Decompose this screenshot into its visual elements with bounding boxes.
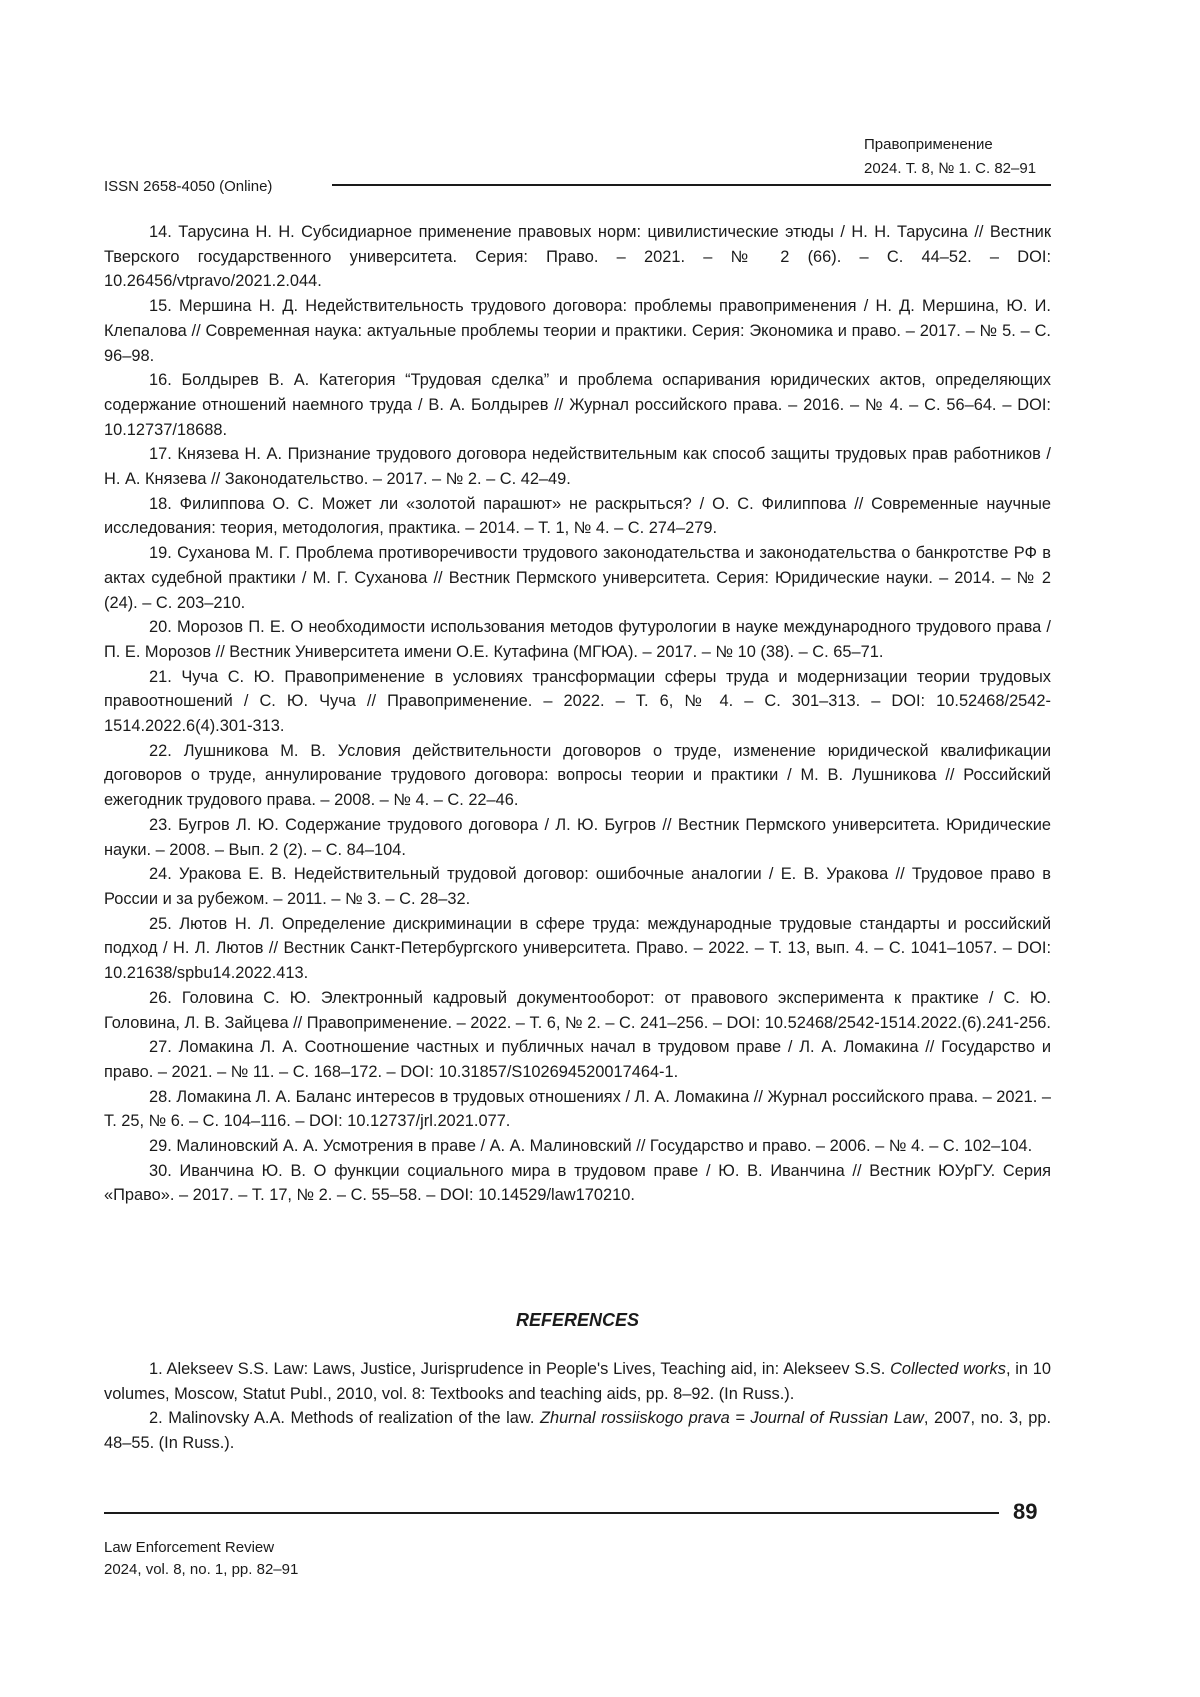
reference-item: 29. Малиновский А. А. Усмотрения в праве / А. А. Малиновский // Государство и право. – 2006. – № 4. – С. 102–104. — [149, 1137, 1033, 1156]
reference-item: 16. Болдырев В. А. Категория “Трудовая сделка” и проблема оспаривания юридических актов, определяющих содержание отношений наемного труда / В. А. Болдырев // Журнал российского права. – 2016. – № 4. – С. 56–64. – DOI: 10.12737/18688. — [104, 371, 1051, 439]
reference-source-italic: Collected works — [890, 1360, 1006, 1378]
reference-item: 17. Князева Н. А. Признание трудового договора недействительным как способ защиты трудовых прав работников / Н. А. Князева // Законодательство. – 2017. – № 2. – С. 42–49. — [104, 445, 1051, 489]
reference-item-en — [104, 1357, 1051, 1406]
reference-text: , 2007, no. 3, pp. 48–55. (In Russ.). — [104, 1409, 1052, 1453]
reference-item: 15. Мершина Н. Д. Недействительность трудового договора: проблемы правоприменения / Н. Д. Мершина, Ю. И. Клепалова // Современная наука: актуальные проблемы теории и практики. Серия: Экономика и право. – 2017. – № 5. – С. 96–98. — [104, 297, 1051, 365]
reference-item: 27. Ломакина Л. А. Соотношение частных и публичных начал в трудовом праве / Л. А. Ломакина // Государство и право. – 2021. – № 11. – С. 168–172. – DOI: 10.31857/S102694520017464-1. — [104, 1038, 1051, 1081]
reference-item: 24. Уракова Е. В. Недействительный трудовой договор: ошибочные аналогии / Е. В. Уракова // Трудовое право в России и за рубежом. – 2011. – № 3. – С. 28–32. — [104, 865, 1051, 908]
reference-item: 21. Чуча С. Ю. Правоприменение в условиях трансформации сферы труда и модернизации теории трудовых правоотношений / С. Ю. Чуча // Правоприменение. – 2022. – Т. 6, № 4. – С. 301–313. – DOI: 10.52468/2542-1514.2022.6(4).301-313. — [104, 667, 1051, 736]
page-number: 89 — [1013, 1499, 1038, 1524]
footer-divider — [104, 1512, 999, 1514]
running-footer — [104, 1537, 298, 1581]
reference-item: 18. Филиппова О. С. Может ли «золотой парашют» не раскрыться? / О. С. Филиппова // Современные научные исследования: теория, методология, практика. – 2014. – Т. 1, № 4. – С. 274–279. — [104, 494, 1051, 538]
reference-text: 2. Malinovsky A.A. Methods of realization of the law. — [149, 1409, 540, 1428]
issn-label: ISSN 2658-4050 (Online) — [104, 178, 273, 195]
references-heading: REFERENCES — [515, 1310, 640, 1330]
journal-title-en: Law Enforcement Review — [104, 1539, 275, 1556]
reference-item: 26. Головина С. Ю. Электронный кадровый документооборот: от правового эксперимента к практике / С. Ю. Головина, Л. В. Зайцева // Правоприменение. – 2022. – Т. 6, № 2. – С. 241–256. – DOI: 10.52468/2542-1514.2022.(6).241-256. — [104, 988, 1051, 1032]
reference-item: 25. Лютов Н. Л. Определение дискриминации в сфере труда: международные трудовые стандарты и российский подход / Н. Л. Лютов // Вестник Санкт-Петербургского университета. Право. – 2022. – Т. 13, вып. 4. – С. 1041–1057. – DOI: 10.21638/spbu14.2022.413. — [104, 914, 1051, 983]
reference-list-en — [104, 1357, 1051, 1456]
reference-item: 22. Лушникова М. В. Условия действительности договоров о труде, изменение юридической квалификации договоров о труде, аннулирование трудового договора: вопросы теории и практики / М. В. Лушникова // Российский ежегодник трудового права. – 2008. – № 4. – С. 22–46. — [104, 741, 1051, 810]
journal-title-ru: Правоприменение — [864, 136, 993, 153]
reference-list-ru — [104, 220, 1051, 1208]
reference-item: 28. Ломакина Л. А. Баланс интересов в трудовых отношениях / Л. А. Ломакина // Журнал российского права. – 2021. – Т. 25, № 6. – С. 104–116. – DOI: 10.12737/jrl.2021.077. — [104, 1087, 1051, 1131]
reference-source-italic: Zhurnal rossiiskogo prava = Journal of Russian Law — [539, 1409, 924, 1428]
issue-citation-en: 2024, vol. 8, no. 1, pp. 82–91 — [104, 1561, 299, 1578]
reference-item: 23. Бугров Л. Ю. Содержание трудового договора / Л. Ю. Бугров // Вестник Пермского университета. Юридические науки. – 2008. – Вып. 2 (2). – С. 84–104. — [104, 815, 1051, 859]
reference-item: 20. Морозов П. Е. О необходимости использования методов футурологии в науке международного трудового права / П. Е. Морозов // Вестник Университета имени О.Е. Кутафина (МГЮА). – 2017. – № 10 (38). – С. 65–71. — [104, 618, 1051, 661]
issue-citation-ru: 2024. Т. 8, № 1. С. 82–91 — [864, 160, 1037, 177]
running-header-right — [864, 133, 1036, 181]
reference-text: 1. Alekseev S.S. Law: Laws, Justice, Jurisprudence in People's Lives, Teaching aid, in: Alekseev S.S. — [149, 1360, 891, 1378]
reference-item-en — [104, 1406, 1051, 1455]
reference-item: 30. Иванчина Ю. В. О функции социального мира в трудовом праве / Ю. В. Иванчина // Вестник ЮУрГУ. Серия «Право». – 2017. – Т. 17, № 2. – С. 55–58. – DOI: 10.14529/law170210. — [104, 1161, 1051, 1205]
reference-text: , in 10 volumes, Moscow, Statut Publ., 2010, vol. 8: Textbooks and teaching aids, pp. 8–92. (In Russ.). — [104, 1360, 1052, 1403]
reference-item: 14. Тарусина Н. Н. Субсидиарное применение правовых норм: цивилистические этюды / Н. Н. Тарусина // Вестник Тверского государственного университета. Серия: Право. – 2021. – № 2 (66). – С. 44–52. – DOI: 10.26456/vtpravo/2021.2.044. — [104, 223, 1051, 291]
header-divider — [332, 184, 1051, 186]
reference-item: 19. Суханова М. Г. Проблема противоречивости трудового законодательства и законодательства о банкротстве РФ в актах судебной практики / М. Г. Суханова // Вестник Пермского университета. Серия: Юридические науки. – 2014. – № 2 (24). – С. 203–210. — [104, 544, 1051, 612]
